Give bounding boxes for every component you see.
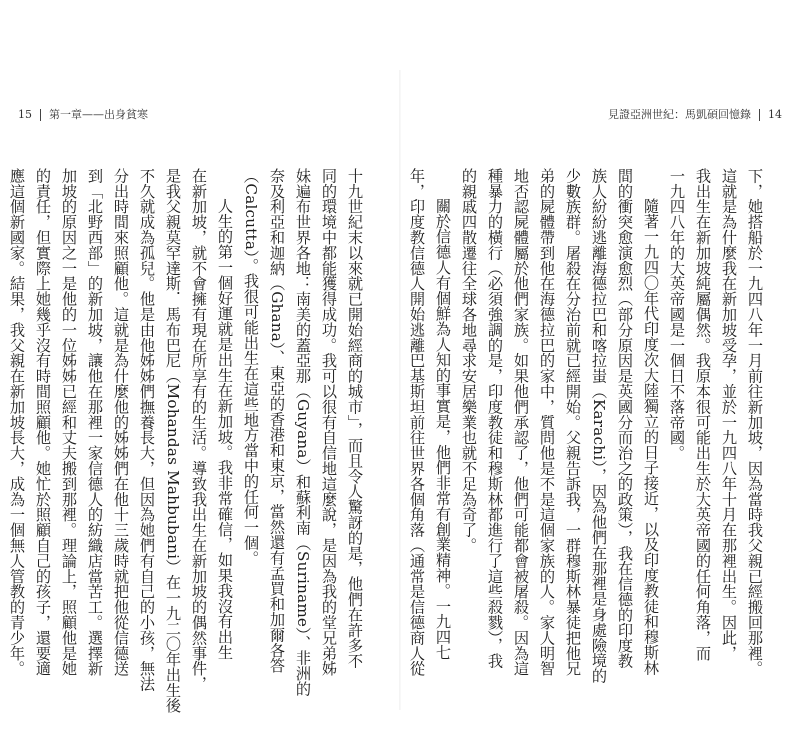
text-column: 同的環境中都能獲得成功。我可以很有自信地這麼說，是因為我的堂兄弟姊 [320, 168, 338, 677]
text-column: 妹遍布世界各地：南美的蓋亞那（Guyana）和蘇利南（Suriname）、非洲的 [294, 168, 312, 697]
right-running-head [608, 108, 782, 122]
right-book-title: 見證亞洲世紀：馬凱碩回憶錄 [608, 108, 751, 121]
text-column: 隨著一九四〇年代印度次大陸獨立的日子接近，以及印度教徒和穆斯林 [642, 198, 660, 676]
text-column: （Calcutta）。我很可能出生在這些地方當中的任何一個。 [242, 168, 260, 566]
left-running-head [18, 108, 148, 122]
text-column: 在新加坡，就不會擁有現在所享有的生活。導致我出生在新加坡的偶然事件， [190, 168, 208, 692]
text-column: 十九世紀末以來就已開始經商的城市」，而且令人驚訝的是，他們在許多不 [346, 168, 364, 669]
text-column: 不久就成為孤兒。他是由他姊姊們撫養長大，但因為她們有自己的小孩，無法 [138, 168, 156, 692]
left-page-number: 15 [18, 108, 32, 121]
text-column: 少數族群。屠殺在分治前就已經開始。父親告訴我，一群穆斯林暴徒把他兄 [564, 168, 582, 677]
text-column: 奈及利亞和迦納（Ghana）、東亞的香港和東京，當然還有孟買和加爾各答 [268, 168, 286, 674]
text-column: 族人紛紛逃離海德拉巴和喀拉蚩（Karachi），因為他們在那裡是身處險境的 [590, 168, 608, 684]
text-column: 是我父親莫罕達斯．馬布巴尼（Mohandas Mahbubani）在一九二〇年出生後 [164, 168, 182, 714]
text-column: 間的衝突愈演愈烈（部分原因是英國分而治之的政策），我在信德的印度教 [616, 168, 634, 669]
text-column: 一九四八年的大英帝國是一個日不落帝國。 [668, 168, 686, 461]
text-column: 我出生在新加坡純屬偶然。我原本很可能出生於大英帝國的任何角落，而 [694, 168, 712, 661]
text-column: 地否認屍體屬於他們家族。如果他們承認了，他們可能都會被屠殺。因為這 [512, 168, 530, 677]
right-head-separator [759, 109, 760, 121]
text-column: 關於信德人有個鮮為人知的事實是，他們非常有創業精神。一九四七 [434, 198, 452, 661]
text-column: 弟的屍體帶到他在海德拉巴的家中，質問他是不是這個家族的人。家人明智 [538, 168, 556, 677]
text-column: 應這個新國家。結果，我父親在新加坡長大，成為一個無人管教的青少年。 [8, 168, 26, 677]
text-column: 到「北野西部」的新加坡，讓他在那裡一家信德人的紡織店當苦工。選擇新 [86, 168, 104, 677]
text-column: 下，她搭船於一九四八年一月前往新加坡，因為當時我父親已經搬回那裡。 [746, 168, 764, 677]
text-column: 種暴力的橫行（必須強調的是，印度教徒和穆斯林都進行了這些殺戮），我 [486, 168, 504, 669]
text-column: 這就是為什麼我在新加坡受孕，並於一九四八年十月在那裡出生。因此， [720, 168, 738, 661]
page-gutter [399, 70, 401, 710]
left-head-separator [40, 109, 41, 121]
right-page-text [408, 168, 768, 684]
text-column: 加坡的原因之一是他的一位姊姊已經和丈夫搬到那裡。理論上，照顧他是她 [60, 168, 78, 677]
text-column: 人生的第一個好運就是出生在新加坡。我非常確信，如果我沒有出生 [216, 198, 234, 661]
left-chapter-title: 第一章——出身貧寒 [49, 108, 148, 121]
right-page-number: 14 [768, 108, 782, 121]
text-column: 的責任，但實際上她幾乎沒有時間照顧他。她忙於照顧自己的孩子，還要適 [34, 168, 52, 677]
text-column: 分出時間來照顧他。這就是為什麼他的姊姊們在他十三歲時就把他從信德送 [112, 168, 130, 677]
left-page-text [8, 168, 368, 714]
text-column: 年，印度教信德人開始逃離巴基斯坦前往世界各個角落（通常是信德商人從 [408, 168, 426, 677]
text-column: 的親戚四散遷往全球各地尋求安居樂業也就不足為奇了。 [460, 168, 478, 553]
